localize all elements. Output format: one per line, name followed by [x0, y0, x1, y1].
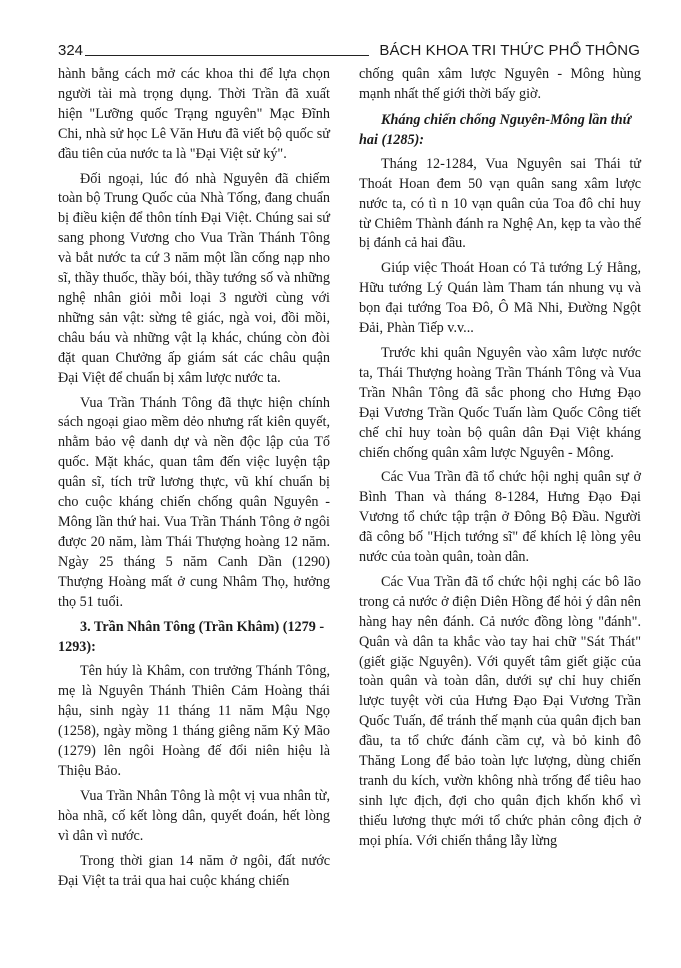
paragraph: hành bằng cách mở các khoa thi để lựa chọn người tài mà trọng dụng. Thời Trần đã xuất hiện "Lưỡng quốc Trạng nguyên" Mạc Đĩnh Chi, nhà sử học Lê Văn Hưu đã viết bộ quốc sử đầu tiên của nước ta là "Đại Việt sử ký".: [58, 66, 330, 162]
subsection-heading: Kháng chiến chống Nguyên-Mông lần thứ hai (1285):: [359, 111, 632, 148]
paragraph: Trước khi quân Nguyên vào xâm lược nước ta, Thái Thượng hoàng Trần Thánh Tông và Vua Trần Nhân Tông đã sắc phong cho Hưng Đạo Đại Vương Trần Quốc Tuấn làm Quốc Công tiết chế chỉ huy toàn bộ quân dân Đại Việt kháng chiến chống quân xâm lược Nguyên - Mông.: [359, 344, 641, 461]
paragraph: Đối ngoại, lúc đó nhà Nguyên đã chiếm toàn bộ Trung Quốc của Nhà Tống, đang chuẩn bị điều kiện để thôn tính Đại Việt. Chúng sai sứ sang phong Vương cho Vua Trần Thánh Tông và bắt nước ta cứ 3 năm một lần cống nạp nho sĩ, thầy thuốc, thầy bói, thầy tướng số và những nghệ nhân giỏi mỗi loại 3 người cùng với những sản vật: sừng tê giác, ngà voi, đồi mồi, châu báu và những vật lạ khác, chúng còn đòi đặt quan Chưởng ấp giám sát các châu quận Đại Việt để chuẩn bị xâm lược nước ta.: [58, 170, 330, 386]
page-header: [58, 38, 640, 60]
right-column: [359, 65, 641, 857]
paragraph: chống quân xâm lược Nguyên - Mông hùng mạnh nhất thế giới thời bấy giờ.: [359, 66, 641, 102]
paragraph: Các Vua Trần đã tổ chức hội nghị các bô lão trong cả nước ở điện Diên Hồng để hỏi ý dân nên hàng hay nên đánh. Cả nước đồng lòng "đánh". Quân và dân ta khắc vào tay hai chữ "Sát Thát" (giết giặc Nguyên). Với quyết tâm giết giặc của toàn quân và toàn dân, dưới sự chỉ huy chiến lược tuyệt vời của Hưng Đạo Đại Vương Trần Quốc Tuấn, để tránh thế mạnh của quân địch ban đầu, ta tổ chức đánh cầm cự, và bỏ kinh đô Thăng Long để bảo toàn lực lượng, dùng chiến tranh du kích, vườn không nhà trống để tiêu hao sinh lực địch, đợi cho quân địch khốn khổ vì thiếu lương thực mới tổ chức phản công địch ở mọi phía. Với chiến thắng lẫy lừng: [359, 573, 641, 849]
paragraph: Tên húy là Khâm, con trưởng Thánh Tông, mẹ là Nguyên Thánh Thiên Cảm Hoàng thái hậu, sinh ngày 11 tháng 11 năm Mậu Ngọ (1258), ngày mồng 1 tháng giêng năm Kỷ Mão (1279) lên ngôi Hoàng đế đổi niên hiệu là Thiệu Bảo.: [58, 663, 330, 779]
page-number: 324: [58, 42, 84, 59]
left-column: [58, 65, 330, 896]
running-title: BÁCH KHOA TRI THỨC PHỔ THÔNG: [379, 42, 640, 59]
header-rule: [85, 55, 369, 56]
paragraph: Giúp việc Thoát Hoan có Tả tướng Lý Hằng, Hữu tướng Lý Quán làm Tham tán nhung vụ và bọn đại tướng Toa Đô, Ô Mã Nhi, Đường Ngột Đải, Phàn Tiếp v.v...: [359, 260, 641, 337]
paragraph: Trong thời gian 14 năm ở ngôi, đất nước Đại Việt ta trải qua hai cuộc kháng chiến: [58, 852, 330, 889]
paragraph: Vua Trần Nhân Tông là một vị vua nhân từ, hòa nhã, cố kết lòng dân, quyết đoán, hết lòng vì dân vì nước.: [58, 787, 330, 844]
paragraph: Các Vua Trần đã tổ chức hội nghị quân sự ở Bình Than và tháng 8-1284, Hưng Đạo Đại Vương tổ chức tập trận ở Đông Bộ Đầu. Người đã công bố "Hịch tướng sĩ" để khích lệ lòng yêu nước của toàn quân, toàn dân.: [359, 469, 641, 566]
paragraph: Vua Trần Thánh Tông đã thực hiện chính sách ngoại giao mềm dẻo nhưng rất kiên quyết, nhằm bảo vệ danh dự và nền độc lập của Tổ quốc. Mặt khác, quan tâm đến việc luyện tập quân sĩ, tích trữ lương thực, vũ khí chuẩn bị cho cuộc kháng chiến chống quân Nguyên - Mông lần thứ hai. Vua Trần Thánh Tông ở ngôi được 20 năm, làm Thái Thượng hoàng 12 năm. Ngày 25 tháng 5 năm Canh Dần (1290) Thượng Hoàng mất ở cung Nhâm Thọ, hưởng thọ 51 tuổi.: [58, 394, 330, 610]
paragraph: Tháng 12-1284, Vua Nguyên sai Thái tử Thoát Hoan đem 50 vạn quân sang xâm lược nước ta, có tì n 10 vạn quân của Toa đô chỉ huy từ Chiêm Thành đánh ra Nghệ An, kẹp ta vào thế bị đánh cả hai đầu.: [359, 155, 641, 252]
section-heading: 3. Trần Nhân Tông (Trần Khâm) (1279 - 1293):: [58, 619, 325, 656]
